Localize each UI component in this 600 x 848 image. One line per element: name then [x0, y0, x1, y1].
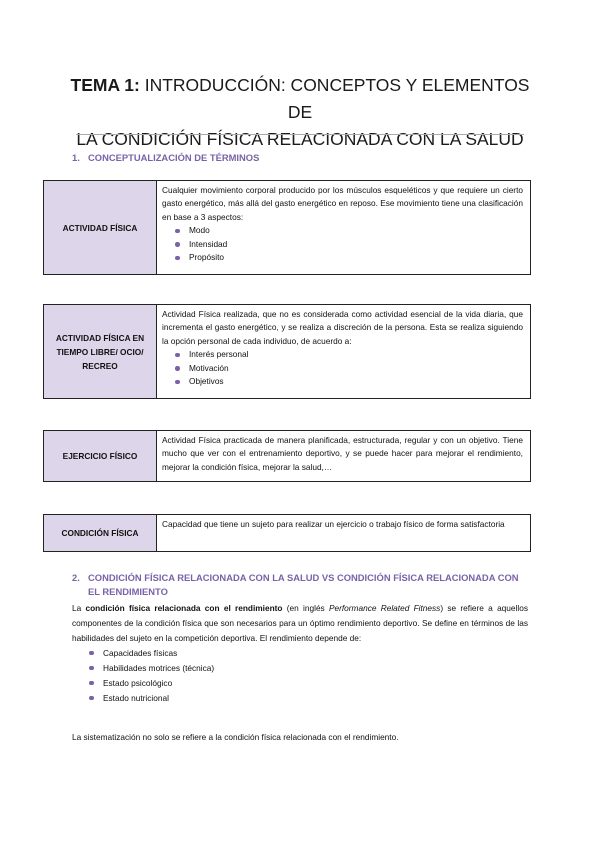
definition-body: [157, 181, 530, 274]
bullet-item: Estado nutricional: [89, 691, 528, 706]
bullet-item: Habilidades motrices (técnica): [89, 661, 528, 676]
definition-body: [157, 305, 530, 398]
section-heading-text: CONCEPTUALIZACIÓN DE TÉRMINOS: [88, 152, 260, 163]
definition-box: [43, 180, 531, 275]
section-heading-2: [72, 571, 532, 599]
section-number: 2.: [72, 572, 80, 583]
title-line-2: LA CONDICIÓN FÍSICA RELACIONADA CON LA SALUD: [76, 129, 524, 149]
paragraph-systematization: La sistematización no solo se refiere a la condición física relacionada con el rendimiento.: [72, 732, 399, 742]
bullet-item: Motivación: [175, 362, 523, 375]
paragraph-bold-term: condición física relacionada con el rendimiento: [85, 603, 283, 613]
bullet-item: Propósito: [175, 251, 523, 264]
definition-bullets: [162, 348, 523, 388]
bullet-item: Interés personal: [175, 348, 523, 361]
title-line-1-text: INTRODUCCIÓN: CONCEPTOS Y ELEMENTOS DE: [144, 75, 530, 122]
paragraph-intro: La: [72, 603, 82, 613]
section-heading-text: CONDICIÓN FÍSICA RELACIONADA CON LA SALUD VS CONDICIÓN FÍSICA RELACIONADA CON EL RENDIMIENTO: [88, 572, 519, 597]
definition-term: CONDICIÓN FÍSICA: [44, 515, 157, 551]
definition-text: Cualquier movimiento corporal producido por los músculos esqueléticos y que requiere un cierto gasto energético, más allá del gasto energético en reposo. Ese movimiento tiene una clasificación en base a 3 aspectos:: [162, 185, 523, 222]
paragraph-performance: [72, 601, 528, 706]
bullet-item: Objetivos: [175, 375, 523, 388]
section-number: 1.: [72, 152, 80, 163]
bullet-item: Modo: [175, 224, 523, 237]
paragraph-mid: (en inglés: [286, 603, 325, 613]
definition-term: EJERCICIO FÍSICO: [44, 431, 157, 481]
definition-box: [43, 304, 531, 399]
bullet-item: Estado psicológico: [89, 676, 528, 691]
definition-bullets: [162, 224, 523, 264]
definition-text: Actividad Física realizada, que no es considerada como actividad esencial de la vida diaria, que incrementa el gasto energético, y se realiza a discreción de la persona. Esta se realiza siguiendo la opción personal de cada individuo, de acuerdo a:: [162, 309, 523, 346]
title-prefix: TEMA 1:: [70, 75, 140, 95]
bullet-item: Intensidad: [175, 238, 523, 251]
definition-term: ACTIVIDAD FÍSICA: [44, 181, 157, 274]
paragraph-italic-term: Performance Related Fitness: [328, 603, 441, 613]
definition-body: [157, 515, 530, 551]
definition-box: [43, 514, 531, 552]
section-heading-1: [72, 152, 259, 163]
definition-term: ACTIVIDAD FÍSICA EN TIEMPO LIBRE/ OCIO/ RECREO: [44, 305, 157, 398]
performance-bullets: [72, 646, 528, 706]
definition-box: [43, 430, 531, 482]
definition-text: Capacidad que tiene un sujeto para realizar un ejercicio o trabajo físico de forma satisfactoria: [162, 519, 505, 529]
paragraph-rest: ) se refiere a aquellos componentes de la condición física que son necesarios para un óptimo rendimiento deportivo. Se define en términos de las habilidades del sujeto en la competición deportiva. El rendimiento depende de:: [72, 603, 528, 643]
definition-text: Actividad Física practicada de manera planificada, estructurada, regular y con un objetivo. Tiene mucho que ver con el entrenamiento deportivo, y se puede hacer para mejorar el rendimiento, mejorar la condición física, mejorar la salud,…: [162, 435, 523, 472]
title-divider: [76, 134, 524, 135]
title-line-1: [60, 72, 540, 126]
bullet-item: Capacidades físicas: [89, 646, 528, 661]
definition-body: [157, 431, 530, 481]
page-title: [60, 72, 540, 153]
